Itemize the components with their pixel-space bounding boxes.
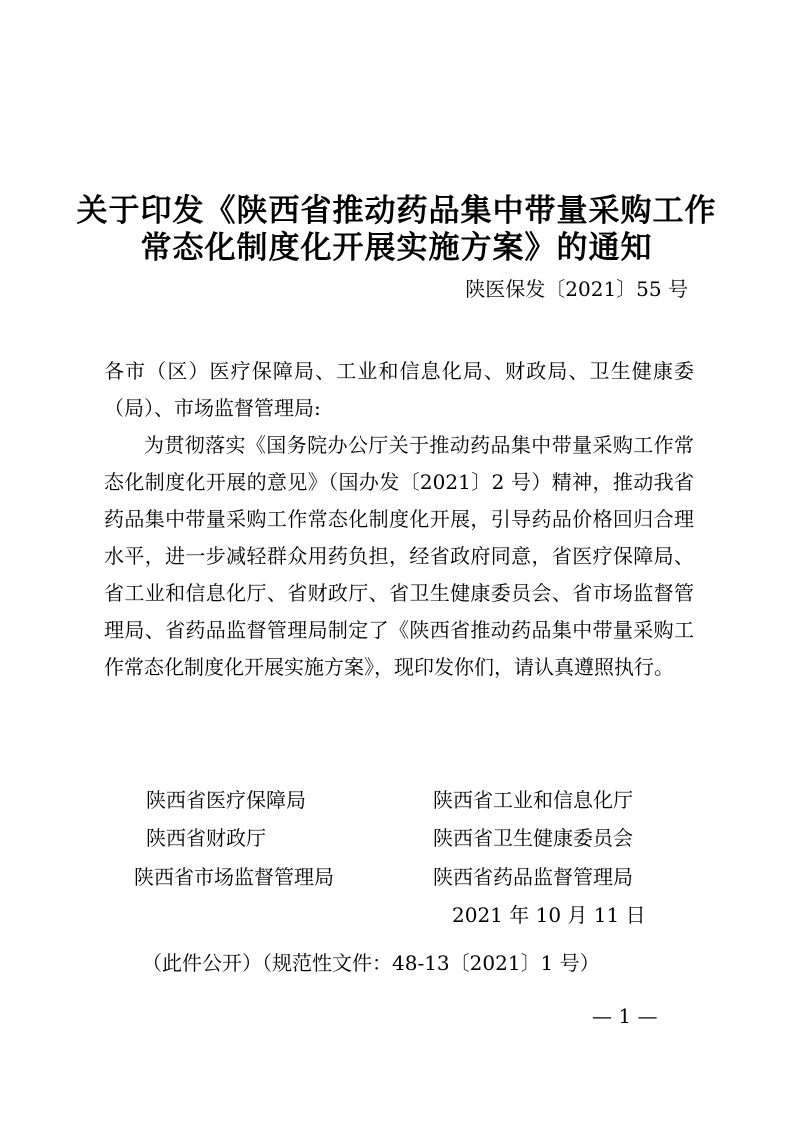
addressee: 各市（区）医疗保障局、工业和信息化局、财政局、卫生健康委（局）、市场监督管理局:: [104, 359, 694, 420]
issuer-finance-department: 陕西省财政厅: [146, 826, 266, 850]
issue-date: 2021 年 10 月 11 日: [452, 903, 646, 927]
issuer-medical-security-bureau: 陕西省医疗保障局: [146, 788, 306, 812]
issuer-health-commission: 陕西省卫生健康委员会: [433, 826, 633, 850]
issuer-drug-administration: 陕西省药品监督管理局: [433, 865, 633, 889]
page-number: — 1 —: [592, 1004, 658, 1028]
issuer-industry-it-department: 陕西省工业和信息化厅: [433, 788, 633, 812]
document-title-line-1: 关于印发《陕西省推动药品集中带量采购工作: [76, 193, 717, 229]
document-title-line-2: 常态化制度化开展实施方案》的通知: [140, 230, 653, 266]
body-paragraph: 为贯彻落实《国务院办公厅关于推动药品集中带量采购工作常态化制度化开展的意见》（国办发〔2021〕2 号）精神，推动我省药品集中带量采购工作常态化制度化开展，引导药品价格回归合理水平，进一步减轻群众用药负担，经省政府同意，省医疗保障局、省工业和信息化厅、省财政厅、省卫生健康委员会、省市场监督管理局、省药品监督管理局制定了《陕西省推动药品集中带量采购工作常态化制度化开展实施方案》，现印发你们，请认真遵照执行。: [104, 433, 694, 679]
issuer-market-regulation-bureau: 陕西省市场监督管理局: [134, 865, 334, 889]
document-number: 陕医保发〔2021〕55 号: [465, 277, 688, 301]
publication-note: （此件公开）（规范性文件：48-13〔2021〕1 号）: [142, 951, 600, 975]
